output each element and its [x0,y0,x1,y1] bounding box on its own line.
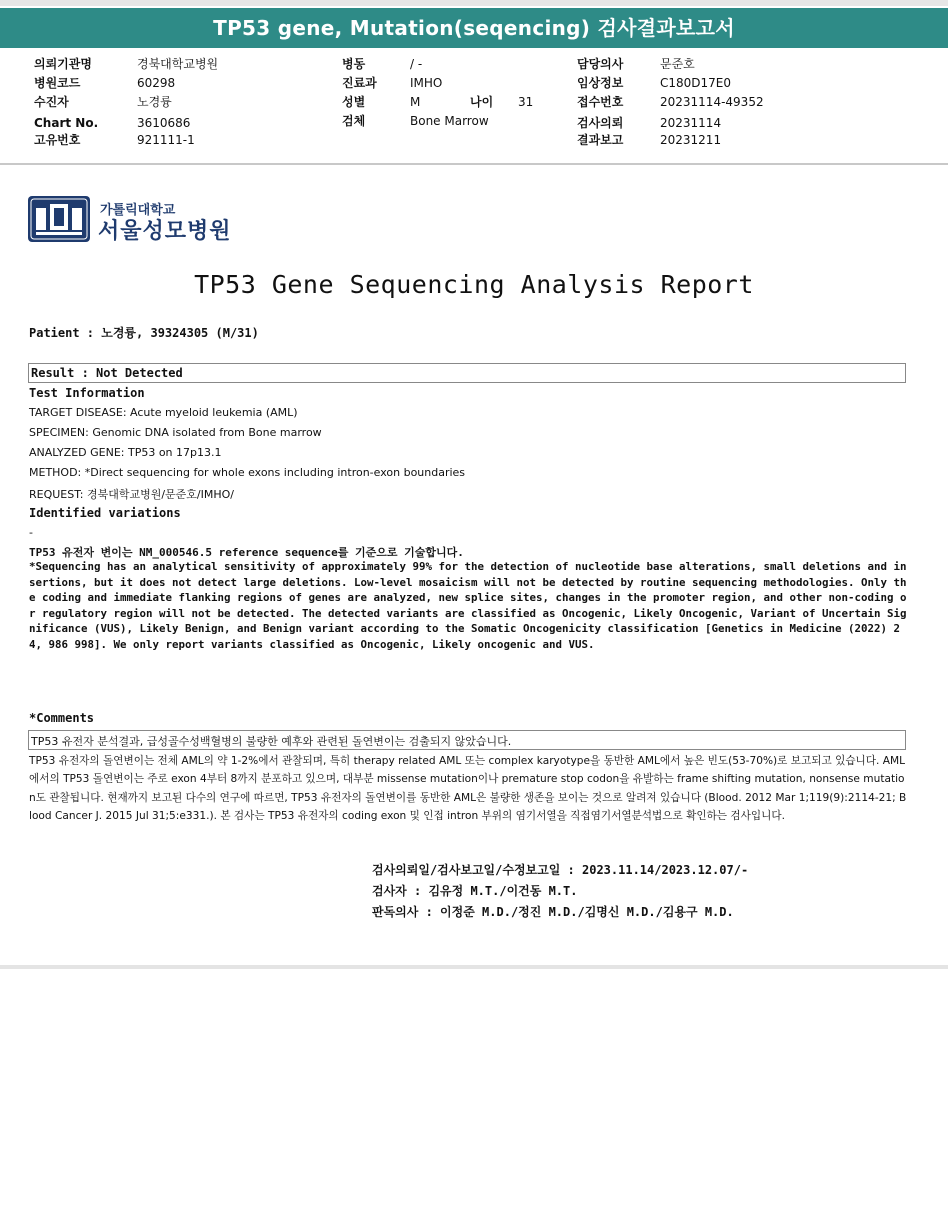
specimen-line: SPECIMEN: Genomic DNA isolated from Bone marrow [29,426,322,439]
value-department: IMHO [410,76,443,90]
label-age: 나이 [470,95,494,109]
value-ward: / - [410,57,423,71]
label-unique-number: 고유번호 [34,133,81,147]
label-chart-no: Chart No. [34,116,99,130]
value-physician: 문준호 [660,57,695,71]
test-info-heading: Test Information [29,386,145,400]
request-line: REQUEST: 경북대학교병원/문준호/IMHO/ [29,488,234,501]
variations-value: - [29,526,33,539]
comments-heading: *Comments [29,711,95,725]
label-patient-name: 수진자 [34,95,69,109]
value-patient-name: 노경륭 [137,95,172,109]
value-unique-number: 921111-1 [137,133,195,147]
value-clinical-info: C180D17E0 [660,76,732,90]
header-separator [0,163,948,165]
label-clinical-info: 임상정보 [577,76,624,90]
patient-line: Patient : 노경륭, 39324305 (M/31) [29,326,259,340]
label-specimen: 검체 [342,114,366,128]
variations-heading: Identified variations [29,506,181,520]
value-chart-no: 3610686 [137,116,191,130]
header-info [0,0,948,160]
value-specimen: Bone Marrow [410,114,489,128]
value-age: 31 [518,95,534,109]
label-test-request: 검사의뢰 [577,116,624,130]
pathologists: 판독의사 : 이정준 M.D./정진 M.D./김명신 M.D./김용구 M.D. [372,905,734,919]
report-dates: 검사의뢰일/검사보고일/수정보고일 : 2023.11.14/2023.12.07/- [372,863,749,877]
target-disease: TARGET DISEASE: Acute myeloid leukemia (AML) [29,406,298,419]
sensitivity-note: *Sequencing has an analytical sensitivity of approximately 99% for the detection of nucleotide base alterations, small deletions and insertions, but it does not detect large deletions. Low-level mosaicism will not be detected by routine sequencing methodologies. Only the coding and immediate flanking regions of genes are analyzed, new splice sites, changes in the promoter region, and other non-coding or regulatory region will not be detected. The detected variants are classified as Oncogenic, Likely Oncogenic, Variant of Uncertain Significance (VUS), Likely Benign, and Benign variant according to the Somatic Oncogenicity classification [Genetics in Medicine (2022) 24, 986 998]. We only report variants classified as Oncogenic, Likely oncogenic and VUS. [29,560,907,651]
reference-note: TP53 유전자 변이는 NM_000546.5 reference sequence를 기준으로 기술합니다. [29,546,464,559]
technicians: 검사자 : 김유정 M.T./이건동 M.T. [372,884,578,898]
result-text: Result : Not Detected [31,366,183,380]
value-receipt-number: 20231114-49352 [660,95,764,109]
analyzed-gene: ANALYZED GENE: TP53 on 17p13.1 [29,446,222,459]
catholic-university-emblem-icon [28,196,90,242]
label-requesting-institution: 의뢰기관명 [34,57,92,71]
comment-body: TP53 유전자의 돌연변이는 전체 AML의 약 1-2%에서 관찰되며, 특히 therapy related AML 또는 complex karyotype을 동반한 AML에서 높은 빈도(53-70%)로 보고되고 있습니다. AML에서의 TP53 돌연변이는 주로 exon 4부터 8까지 분포하고 있으며, 대부분 missense mutation이나 premature stop codon을 유발하는 frame shifting mutation, nonsense mutation도 관찰됩니다. 현재까지 보고된 다수의 연구에 따르면, TP53 유전자의 돌연변이를 동반한 AML은 불량한 생존을 보이는 것으로 알려져 있습니다 (Blood. 2012 Mar 1;119(9):2114-21; Blood Cancer J. 2015 Jul 31;5:e331.). 본 검사는 TP53 유전자의 coding exon 및 인접 intron 부위의 염기서열을 직접염기서열분석법으로 확인하는 검사입니다. [29,755,907,822]
label-hospital-code: 병원코드 [34,76,81,90]
label-receipt-number: 접수번호 [577,95,624,109]
logo-hospital-name: 서울성모병원 [98,219,232,244]
value-test-request: 20231114 [660,116,722,130]
value-requesting-institution: 경북대학교병원 [137,57,219,71]
label-department: 진료과 [342,76,377,90]
label-physician: 담당의사 [577,57,624,71]
report-title: TP53 Gene Sequencing Analysis Report [194,270,754,299]
method-line: METHOD: *Direct sequencing for whole exons including intron-exon boundaries [29,466,466,479]
label-result-report: 결과보고 [577,133,624,147]
value-hospital-code: 60298 [137,76,176,90]
comment-summary: TP53 유전자 분석결과, 급성골수성백혈병의 불량한 예후와 관련된 돌연변이는 검출되지 않았습니다. [31,735,512,748]
footer-separator [0,965,948,969]
value-result-report: 20231211 [660,133,722,147]
value-sex: M [410,95,421,109]
label-ward: 병동 [342,57,366,71]
label-sex: 성별 [342,95,366,109]
logo-university-name: 가톨릭대학교 [100,203,176,218]
report-banner-title: TP53 gene, Mutation(seqencing) 검사결과보고서 [0,8,948,48]
